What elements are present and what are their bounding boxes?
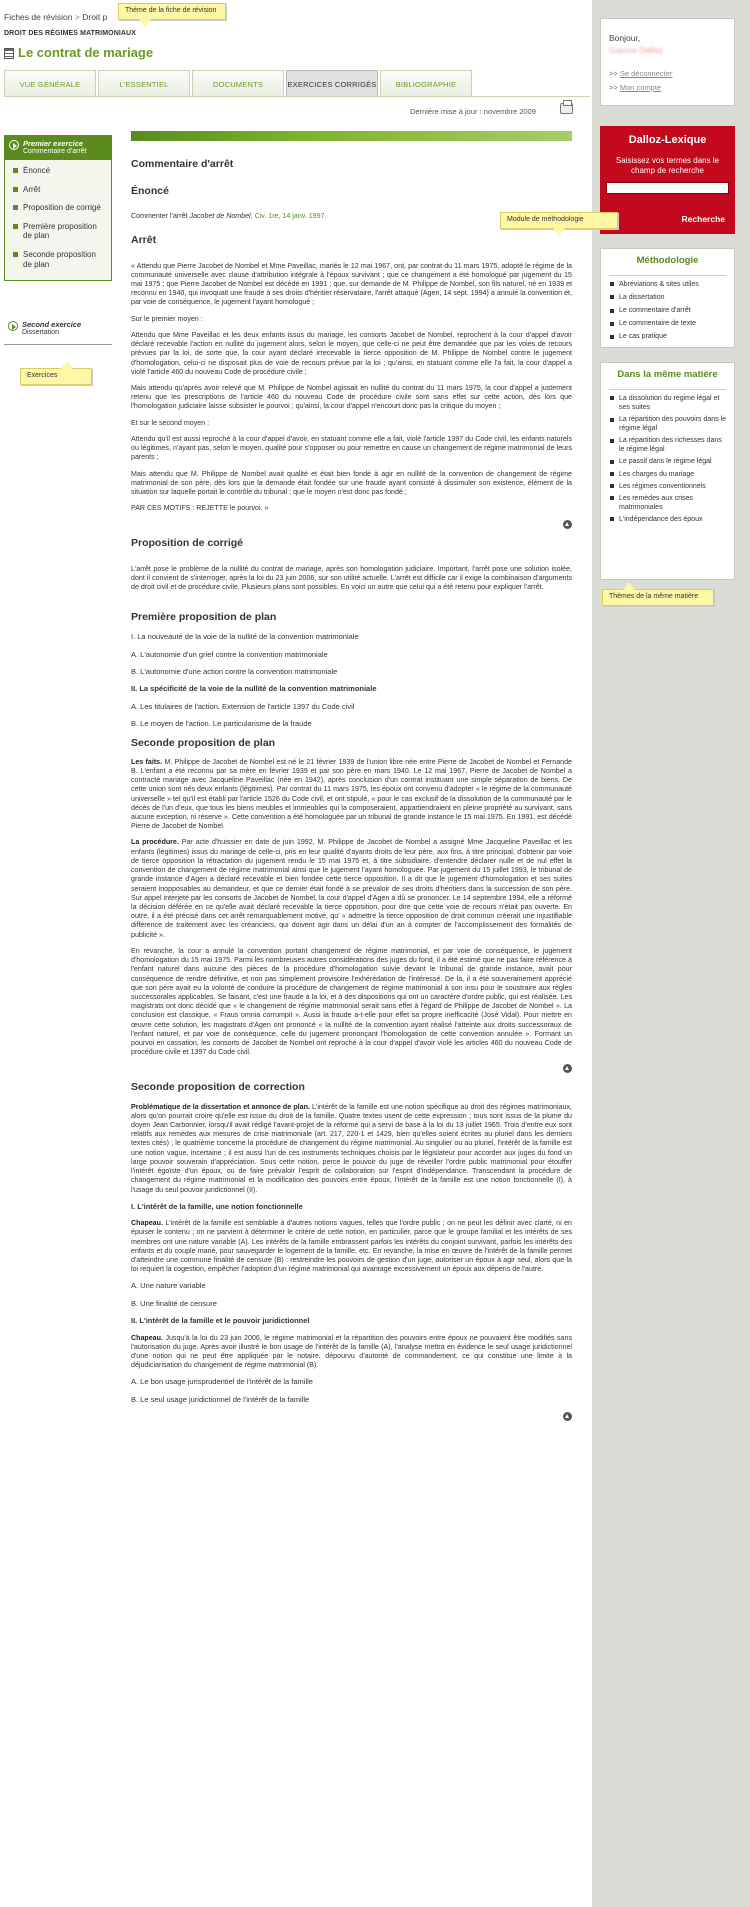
chapeau-paragraph: Chapeau. L'intérêt de la famille est semblable à d'autres notions vagues, telles que l'ordre public ; on ne peut les définir avec clarté, ni en épuiser le contenu ; on ne parvient à déterminer le critère de cette notion, en particulier, parce que le groupe familial et les intérêts de ses membres ont une nature variable (A). Les intérêts de la famille embrassent parfois les intérêts du conjoint survivant, parfois les intérêts des enfants et du couple marié, pour sauvegarder le logement de la famille, etc. En revanche, la mise en œuvre de l'intérêt de la famille permet d'atteindre une commune finalité de censure (B) : restreindre les pouvoirs de gestion d'un juge, autoriser un époux à agir seul, alors que la loi requiert la cogestion, empêcher l'adoption d'un régime matrimonial qui avantage excessivement un époux aux dépens de l'autre. [131,1219,572,1274]
tab-documents[interactable]: DOCUMENTS [192,70,284,97]
same-subject-link[interactable]: La répartition des richesses dans le régime légal [609,436,726,454]
divider [609,275,726,276]
back-to-top-icon[interactable] [563,1412,572,1421]
plan-item: B. Une finalité de censure [131,1298,217,1308]
tab-essentiel[interactable]: L'ESSENTIEL [98,70,190,97]
plan-item: A. Une nature variable [131,1281,206,1291]
page-title-text: Le contrat de mariage [18,45,154,60]
arret-paragraph: Attendu qu'il est aussi reproché à la cour d'appel d'avoir, en statuant comme elle a fait, violé l'article 1397 du Code civil, les enfants naturels ou légitimes, n'ayant pas, selon le moyen, qualité pour s'opposer ou pour remettre en cause un changement de régime matrimonial de leurs parents ; [131,434,572,462]
callout-theme: Thème de la fiche de révision [118,3,226,20]
tabs-divider [4,96,590,97]
first-exercise-subtitle: Commentaire d'arrêt [23,148,87,156]
arrow-right-icon [9,140,19,150]
nav-item-premiere-plan[interactable]: Première proposition de plan [9,222,107,241]
methodology-link[interactable]: Le commentaire de texte [609,319,726,328]
same-subject-title: Dans la même matière [617,369,718,380]
enonce-text: Commenter l'arrêt Jacobet de Nombel, Civ. 1re, 14 janv. 1997. [131,212,327,221]
problematique-paragraph: Problématique de la dissertation et annonce de plan. L'intérêt de la famille est une notion spécifique au droit des régimes matrimoniaux, alors qu'on pourrait croire qu'elle est issue du droit de la famille. Quatre textes usent de cette expression ; tous sont issus de la plume du doyen Jean Carbonnier, lorsqu'il avait rédigé l'avant-projet de la réforme qui a servi de base à la loi du 13 juillet 1965. Trois d'entre eux sont relatifs aux remèdes aux mesures de crise matrimoniale (art. 217, 220-1 et 1429, bien qu'elles soient écrites au pluriel dans les derniers textes cités) ; le quatrième concerne la procédure de changement du régime matrimonial. Au singulier ou au pluriel, l'intérêt de la famille est une notion vague, incertaine ; il est aussi l'un de ces instruments techniques choisis par le législateur pour accorder aux juges du fond un large pouvoir souverain d'appréciation. Sous cette notion, perce le pouvoir du juge de réveiller l'ordre public matrimonial pour étouffer l'intérêt égoïste d'un époux, ou de faire prévaloir l'esprit de collaboration sur l'esprit d'indépendance. Transcendant la procédure de changement du régime matrimonial et la modification des pouvoirs entre époux, l'intérêt de la famille est une notion fonctionnelle (I), à l'usage du seul pouvoir juridictionnel (II). [131,1102,572,1194]
breadcrumb-link-droit[interactable]: Droit p [82,12,108,22]
account-link[interactable]: >> Mon compte [609,82,662,92]
search-button[interactable]: Recherche [681,214,725,225]
same-subject-link[interactable]: Le passif dans le régime légal [609,457,726,466]
second-exercise-title: Second exercice [22,320,82,329]
methodology-title: Méthodologie [636,255,699,266]
same-subject-link[interactable]: Les régimes conventionnels [609,482,726,491]
nav-item-proposition[interactable]: Proposition de corrigé [9,203,107,213]
arrow-right-icon [8,321,18,331]
print-icon[interactable] [560,103,573,114]
heading-commentaire: Commentaire d'arrêt [131,158,234,170]
plan-item: II. L'intérêt de la famille et le pouvoir juridictionnel [131,1316,310,1326]
methodology-link[interactable]: La dissertation [609,293,726,302]
lexique-search-box [600,126,735,234]
same-subject-link[interactable]: L'indépendance des époux [609,515,726,524]
nav-item-enonce[interactable]: Énoncé [9,166,107,176]
heading-correction-2: Seconde proposition de correction [131,1081,305,1094]
heading-plan-1: Première proposition de plan [131,611,277,624]
same-subject-box [600,362,735,580]
first-exercise-header[interactable] [5,136,111,160]
proposition-text: L'arrêt pose le problème de la nullité du contrat de mariage, après son homologation judiciaire. Important, l'arrêt pose une solution isolée, dont il convient de s'interroger, après la loi du 23 juin 2006, sur son utilité actuelle. L'arrêt est difficile car il exige la combinaison d'arguments de droit civil et de procédure civile. Plusieurs plans sont possibles. En voici un autre que celui qui a été retenu pour expliquer l'arrêt. [131,564,572,591]
same-subject-link[interactable]: La répartition des pouvoirs dans le régime légal [609,415,726,433]
tab-vue-generale[interactable]: VUE GÉNÉRALE [4,70,96,97]
heading-proposition: Proposition de corrigé [131,537,244,550]
article-content [131,158,572,1429]
second-exercise-subtitle: Dissertation [22,329,59,337]
user-greeting-box [600,18,735,106]
same-subject-link[interactable]: Les charges du mariage [609,470,726,479]
lexique-search-input[interactable] [606,182,729,194]
back-to-top-icon[interactable] [563,520,572,529]
arret-paragraph: Mais attendu qu'après avoir relevé que M. Philippe de Nombel agissait en nullité du contrat du 11 mars 1975, la cour d'appel a justement retenu que les prescriptions de l'article 460 du nouveau Code de procédure civile sont sans effet sur cette action, dès lors que l'homologation judiciaire laisse subsister le pourvoi ; qu'ainsi, la cour d'appel n'encourt donc pas la critique du moyen ; [131,384,572,411]
back-to-top-icon[interactable] [563,1064,572,1073]
nav-item-seconde-plan[interactable]: Seconde proposition de plan [9,250,107,269]
tab-bar [4,70,472,97]
plan-item: B. L'autonomie d'une action contre la convention matrimoniale [131,667,338,677]
user-name: Gaucre Dalloz [609,44,663,55]
tab-bibliographie[interactable]: BIBLIOGRAPHIE [380,70,472,97]
arret-paragraph: Et sur le second moyen : [131,418,210,427]
logout-link[interactable]: >> Se déconnecter [609,69,673,79]
case-reference-link[interactable]: , Civ. 1re, 14 janv. 1997. [250,212,327,221]
exercise-nav-first [4,135,112,281]
same-subject-link[interactable]: Les remèdes aux crises matrimoniales [609,494,726,512]
methodology-link[interactable]: Abréviations & sites utiles [609,280,726,289]
plan-item: A. Le bon usage jurisprudentiel de l'intérêt de la famille [131,1377,313,1387]
arret-paragraph: Mais attendu que M. Philippe de Nombel avait qualité et était bien fondé à agir en nullité de la convention de changement de régime matrimonial de son père, dès lors que la demande était fondée sur une fraude ayant consisté à dissimuler son existence, élément de la situation sur laquelle portait le contrôle du tribunal ; que le moyen n'est donc pas fondé ; [131,469,572,496]
update-date: Dernière mise à jour : novembre 2009 [410,107,536,116]
tab-exercices-corriges[interactable]: EXERCICES CORRIGÉS [286,70,378,97]
plan-item: A. L'autonomie d'un grief contre la convention matrimoniale [131,649,328,659]
heading-plan-2: Seconde proposition de plan [131,736,276,749]
plan-item: B. Le seul usage juridictionnel de l'intérêt de la famille [131,1394,310,1404]
page-title [4,45,153,61]
decorative-green-bar [131,131,572,141]
nav-item-arret[interactable]: Arrêt [9,185,107,195]
methodology-box [600,248,735,348]
plan-item: I. L'intérêt de la famille, une notion fonctionnelle [131,1201,303,1211]
procedure-paragraph: La procédure. Par acte d'huissier en date de juin 1992, M. Philippe de Jacobet de Nombel a assigné Mme Jacqueline Paveillac et les enfants (légitimes) issus du mariage de celle-ci, pris en leur qualité d'ayants droits de leur père, aux fins, à titre principal, d'obtenir par voie de tierce opposition la rétractation du jugement rendu le 15 mai 1975 et, à titre subsidiaire, d'entendre déclarer nulle et de nul effet la convention de changement de régime matrimonial ainsi que le jugement l'ayant homologuée. Par jugement du 15 juillet 1993, le tribunal de grande instance d'Agen a déclaré recevable et bien fondée cette tierce opposition. Il a dit que le jugement d'homologation et ses suites seraient inopposables au demandeur, et que ce dernier était fondé à se prévaloir de ses droits d'héritiers dans la succession de son père. Sur appel interjeté par les consorts de Jacobet de Nombel, la cour d'appel d'Agen a dû se prononcer. Le 14 septembre 1994, elle a réformé la décision déférée en ce qu'elle avait déclaré recevable la tierce opposition, pour dire que cette voie de recours n'était pas ouverte. En outre, il a été précisé dans cet arrêt remarquablement motivé, qu' « admettre la tierce opposition de droit commun créerait une injustifiable différence de traitement avec les créanciers, qui doivent agir dans un délai d'un an à compter de l'accomplissement des formalités de publicité ». [131,838,572,939]
heading-enonce: Énoncé [131,185,169,198]
plan-item: I. La nouveauté de la voie de la nullité de la convention matrimoniale [131,632,359,642]
first-exercise-title: Premier exercice [23,139,84,148]
breadcrumb: Fiches de révision > Droit p [4,12,108,22]
same-subject-link[interactable]: La dissolution du régime légal et ses suites [609,394,726,412]
callout-themes-matiere: Thèmes de la même matière [602,589,714,606]
plan-item: A. Les titulaires de l'action. Extension de l'article 1397 du Code civil [131,701,355,711]
plan-item: B. Le moyen de l'action. Le particularisme de la fraude [131,719,312,729]
callout-exercices: Exercices [20,368,92,385]
heading-arret: Arrêt [131,234,157,247]
plan-item: II. La spécificité de la voie de la nullité de la convention matrimoniale [131,684,377,694]
lexique-title: Dalloz-Lexique [628,134,707,146]
exercise-nav-second[interactable] [4,318,112,345]
document-icon [4,48,14,59]
divider [609,389,726,390]
faits-paragraph: Les faits. M. Philippe de Jacobet de Nombel est né le 21 février 1939 de l'union libre née entre Pierre de Jacobet de Nombel et Fernande B. L'enfant a été reconnu par sa mère en février 1939 et par son père en mars 1940. Le 12 mai 1967, Pierre de Jacobet de Nombel a contracté mariage avec Jacqueline Paveillac (née en 1942), après conclusion d'un contrat instituant une simple séparation de biens. De cette union sont nés deux enfants (légitimes). Par contrat du 11 mars 1975, les époux ont convenu d'adopter « le régime de la communauté universelle » tel qu'il est établi par l'article 1526 du Code civil, et ont stipulé, « pour le cas exclusif de la dissolution de la communauté par le décès de l'un d'eux, que tous les biens meubles et immeubles qui la composeraient, appartiendraient en pleine propriété au survivant, sans aucune exception, ni réserve ». Cette convention a été homologuée par un tribunal de grande instance le 15 mai 1975. En 1991, est décédé Pierre de Jacobet de Nombel. [131,757,572,831]
chapeau-paragraph: Chapeau. Jusqu'à la loi du 23 juin 2006, le régime matrimonial et la répartition des pouvoirs entre époux ne pouvaient être modifiés sans l'autorisation du juge. Après avoir illustré le bon usage de l'intérêt de la famille (A), l'analyse mettra en évidence le seul usage juridictionnel d'une notion qui ne peut être appliquée par le notaire, dépourvu d'autorité de commandement, ce qui constitue une limite à la déjudiciarisation du changement de régime matrimonial (B). [131,1333,572,1370]
category-label: DROIT DES RÉGIMES MATRIMONIAUX [4,30,136,37]
breadcrumb-link-fiches[interactable]: Fiches de révision [4,12,73,22]
revanche-paragraph: En revanche, la cour a annulé la convention portant changement de régime matrimonial, et par voie de conséquence, le jugement d'homologation du 15 mai 1975. Parmi les nombreuses autres considérations des juges du fond, il a été estimé que ne pas faire référence à l'enfant naturel dans aucune des pièces de la procédure d'homologation suivie devant le tribunal de grande instance, avait pour conséquence de rendre définitive, et non pas simplement provisoire l'exhérédation de l'intéressé. De là, il a été souverainement apprécié que son père avait eu la volonté de conduire la procédure de changement de régime matrimonial à son insu pour le soustraire aux règles successorales applicables. Se faisant, c'est une fraude à la loi, et à des dispositions qui ont un caractère d'ordre public, qui est réalisée. Les magistrats ont donc décidé que « le changement de régime matrimonial serait sans effet à l'égard de Philippe de Jacobet de Nombel ». La conclusion est classique, « Fraus omnia corrumpit ». Aussi la fraude a-t-elle pour effet sa propre inefficacité (José Vidal). Pour mettre en œuvre cette solution, les magistrats d'Agen ont prononcé « la nullité de la convention ayant réalisé l'atteinte aux droits successoraux de l'enfant naturel, et par voie de conséquence, celle du jugement prononçant l'homologation de cette convention annulée ». Formant un pourvoi en cassation, les consorts de Jacobet de Nombel ont reproché à la cour d'appel d'avoir violé les articles 460 du nouveau Code de procédure civile et 1397 du Code civil. [131,946,572,1057]
greeting-text: Bonjour, [609,33,641,43]
arret-paragraph: PAR CES MOTIFS : REJETTE le pourvoi. » [131,504,269,513]
arret-paragraph: Sur le premier moyen : [131,314,203,323]
lexique-instruction: Saisissez vos termes dans le champ de recherche [615,155,720,175]
callout-module: Module de méthodologie [500,212,618,229]
methodology-link[interactable]: Le cas pratique [609,332,726,341]
methodology-link[interactable]: Le commentaire d'arrêt [609,306,726,315]
arret-paragraph: Attendu que Mme Paveillac et les deux enfants issus du mariage, les consorts Jacobet de Nombel, reprochent à la cour d'appel d'avoir déclaré recevable l'action en nullité du jugement alors, selon le moyen, que celle-ci ne peut être demandée que par les voies de recours prévues par la loi, de sorte que, la cour ayant déclaré irrecevable la tierce opposition de M. Philippe de Nombel contre le jugement d'homologation, celui-ci ne disposait plus de voie de recours prévue par la loi ; qu'ainsi, en statuant comme elle l'a fait, la cour d'appel a violé l'article 460 du nouveau Code de procédure civile ; [131,330,572,376]
arret-paragraph: « Attendu que Pierre Jacobet de Nombel et Mme Paveillac, mariés le 12 mai 1967, ont, par contrat du 11 mars 1975, adopté le régime de la communauté universelle avec clause d'attribution intégrale à l'époux survivant ; que ce changement a été homologué par jugement du 15 mai 1975 ; que Pierre Jacobet de Nombel est décédé en 1991 ; que, sur demande de M. Philippe de Nombel, son fils naturel, né en 1939 et reconnu en 1940, qui invoquait une fraude à ses droits d'héritier réservataire, l'arrêt attaqué (Agen, 14 sept. 1994) a annulé la convention et, par voie de conséquence, le jugement l'ayant homologué ; [131,261,572,307]
